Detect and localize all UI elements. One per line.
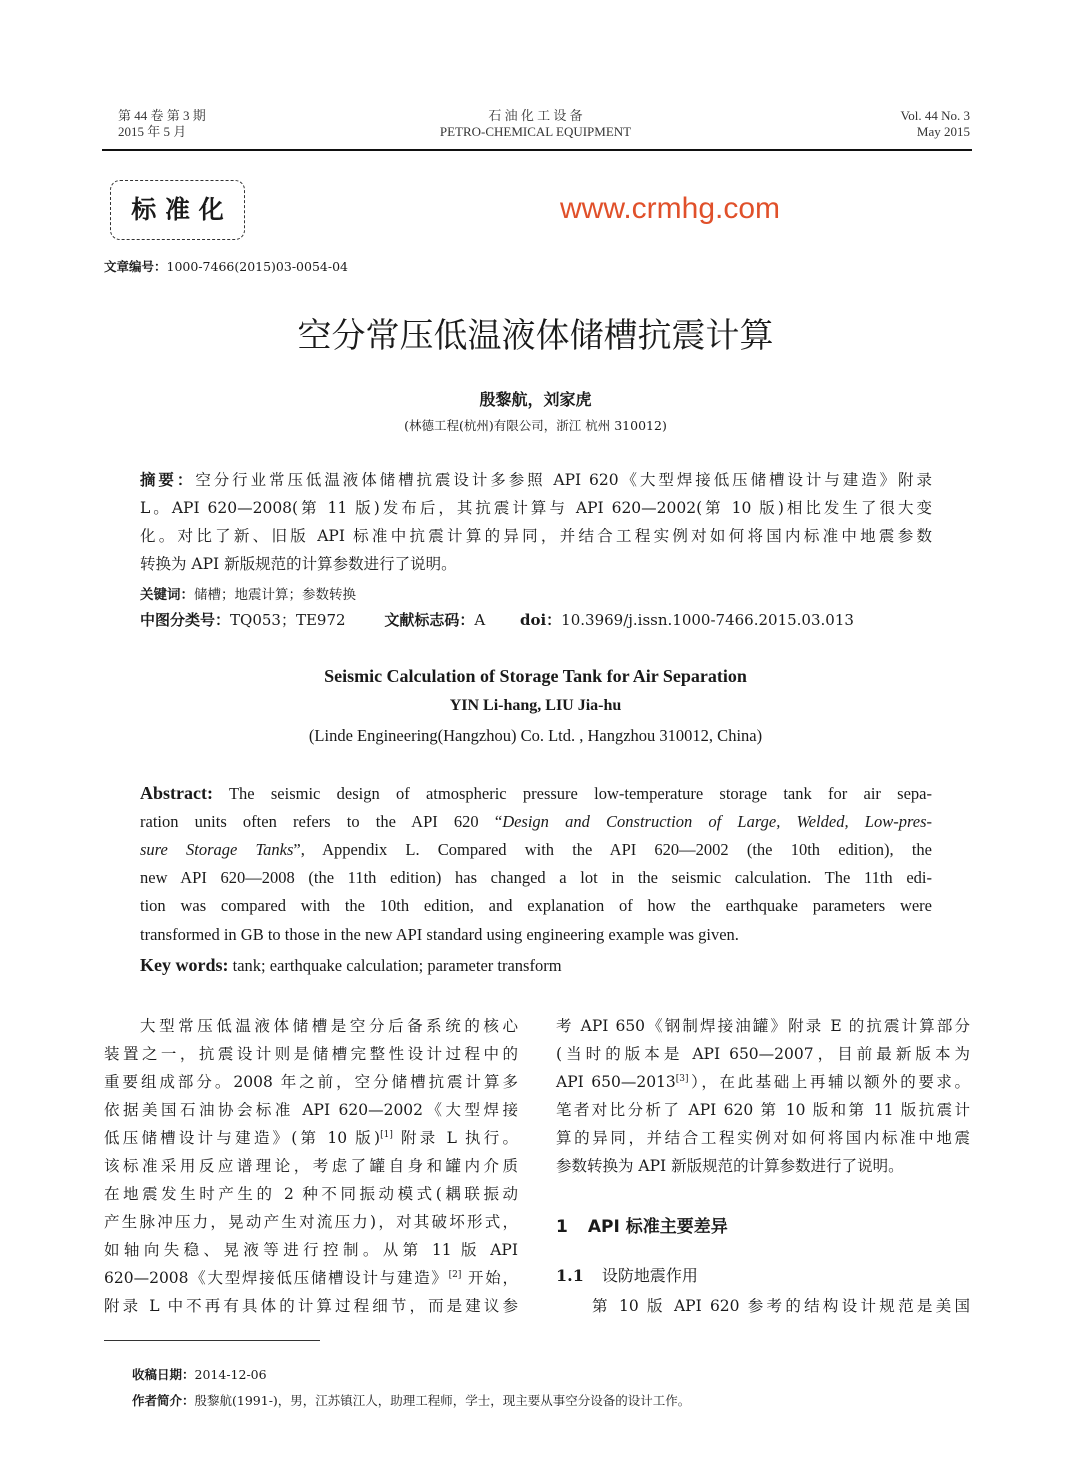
body-line: 附录 L 中不再有具体的计算过程细节，而是建议参	[104, 1297, 518, 1315]
doc-code-value: A	[474, 611, 486, 629]
abstract-line: 转换为 API 新版规范的计算参数进行了说明。	[140, 555, 457, 573]
citation[interactable]: [1]	[380, 1129, 393, 1140]
affiliation-en: (Linde Engineering(Hangzhou) Co. Ltd. , Hangzhou 310012, China)	[308, 726, 763, 745]
body-line: 第 10 版 API 620 参考的结构设计规范是美国	[592, 1297, 970, 1315]
body-line: 该标准采用反应谱理论，考虑了罐自身和罐内介质	[104, 1157, 518, 1175]
body-line: 笔者对比分析了 API 620 第 10 版和第 11 版抗震计	[556, 1101, 970, 1119]
body-line: 算的异同，并结合工程实例对如何将国内标准中地震	[556, 1129, 970, 1147]
abstract-line: 化。对比了新、旧版 API 标准中抗震计算的异同，并结合工程实例对如何将国内标准中地震参数	[140, 527, 932, 545]
article-number-value: 1000-7466(2015)03-0054-04	[166, 259, 348, 274]
received-label: 收稿日期：	[132, 1367, 195, 1382]
body-line: 产生脉冲压力，晃动产生对流压力)，对其破坏形式，	[104, 1213, 518, 1231]
abstract-line-italic: Design and Construction of Large, Welded, Low-pres-	[502, 812, 932, 831]
abstract-line: L。API 620—2008(第 11 版)发布后，其抗震计算与 API 620—2002(第 10 版)相比发生了很大变	[140, 499, 932, 517]
section-1-heading	[556, 1212, 728, 1237]
doc-code-label: 文献标志码：	[384, 611, 475, 629]
body-line	[104, 1266, 518, 1288]
body-line: 考 API 650《钢制焊接油罐》附录 E 的抗震计算部分	[556, 1017, 970, 1035]
body-line	[556, 1070, 970, 1092]
header-date-en: May 2015	[916, 124, 970, 139]
abstract-line: transformed in GB to those in the new API standard using engineering example was given.	[140, 925, 739, 944]
section-number: 1	[556, 1217, 568, 1237]
body-text: ），在此基础上再辅以额外的要求。	[688, 1073, 970, 1091]
keywords-label: 关键词：	[140, 587, 194, 603]
doi-value: 10.3969/j.issn.1000-7466.2015.03.013	[561, 611, 854, 629]
citation[interactable]: [2]	[448, 1269, 462, 1280]
body-line: 如轴向失稳、晃液等进行控制。从第 11 版 API	[104, 1241, 518, 1259]
keywords-en-value: tank; earthquake calculation; parameter transform	[232, 956, 562, 975]
classification-label: 中图分类号：	[140, 611, 231, 629]
title-en: Seismic Calculation of Storage Tank for Air Separation	[324, 666, 747, 686]
header-date: 2015 年 5 月	[118, 124, 187, 139]
footnote-rule	[104, 1340, 320, 1341]
classification-value: TQ053；TE972	[230, 611, 346, 629]
body-line: 参数转换为 API 新版规范的计算参数进行了说明。	[556, 1157, 904, 1175]
body-line	[104, 1126, 518, 1148]
keywords-en-label: Key words:	[140, 955, 229, 975]
body-line: 大型常压低温液体储槽是空分后备系统的核心	[140, 1017, 518, 1035]
abstract-en-label: Abstract:	[140, 783, 213, 803]
abstract-line: ”, Appendix L. Compared with the API 620—2002 (the 10th edition), the	[293, 840, 932, 859]
doi-label: doi：	[519, 611, 562, 629]
journal-name-cn: 石 油 化 工 设 备	[488, 108, 583, 123]
watermark: www.crmhg.com	[560, 192, 781, 225]
paper-title: 空分常压低温液体储槽抗震计算	[297, 316, 774, 356]
author-bio-label: 作者简介：	[132, 1393, 195, 1408]
section-number: 1.1	[556, 1266, 584, 1285]
body-text: API 650—2013	[556, 1073, 676, 1091]
abstract-line: 空分行业常压低温液体储槽抗震设计多参照 API 620《大型焊接低压储槽设计与建造》附录	[195, 471, 932, 489]
section-title: 设防地震作用	[601, 1266, 698, 1285]
abstract-line: new API 620—2008 (the 11th edition) has changed a lot in the seismic calculation. The 11th edi-	[140, 868, 932, 887]
keywords-value: 储槽；地震计算；参数转换	[194, 587, 356, 603]
keywords-en	[140, 955, 562, 976]
header-volume: 第 44 卷 第 3 期	[118, 108, 206, 123]
author-bio-value: 殷黎航(1991-)，男，江苏镇江人，助理工程师，学士，现主要从事空分设备的设计工作。	[194, 1393, 691, 1408]
body-line: 重要组成部分。2008 年之前，空分储槽抗震计算多	[104, 1073, 518, 1091]
body-line: 依据美国石油协会标准 API 620—2002《大型焊接	[104, 1101, 518, 1119]
section-badge: 标 准 化	[110, 180, 245, 240]
body-line: (当时的版本是 API 650—2007，目前最新版本为	[556, 1045, 970, 1063]
abstract-line-italic: sure Storage Tanks	[140, 840, 294, 859]
journal-name-en: PETRO-CHEMICAL EQUIPMENT	[439, 124, 632, 139]
article-number	[104, 257, 348, 275]
abstract-line: ration units often refers to the API 620 “	[140, 812, 503, 831]
header-vol-en: Vol. 44 No. 3	[900, 108, 970, 123]
keywords-cn	[140, 583, 356, 603]
affiliation: (林德工程(杭州)有限公司，浙江 杭州 310012)	[404, 418, 667, 433]
abstract-label: 摘要：	[140, 471, 196, 489]
body-text: 开始，	[461, 1269, 518, 1287]
body-text: 620—2008《大型焊接低压储槽设计与建造》	[104, 1269, 449, 1287]
authors-en: YIN Li-hang, LIU Jia-hu	[449, 697, 622, 714]
abstract-line: tion was compared with the 10th edition, and explanation of how the earthquake parameters were	[140, 896, 932, 915]
section-1-1-heading	[556, 1263, 698, 1286]
authors: 殷黎航，刘家虎	[479, 390, 592, 409]
body-text: 低压储槽设计与建造》(第 10 版)	[104, 1129, 381, 1147]
received-value: 2014-12-06	[194, 1367, 267, 1382]
section-title: API 标准主要差异	[587, 1217, 728, 1237]
received-date	[132, 1365, 267, 1383]
abstract-line: The seismic design of atmospheric pressure low-temperature storage tank for air sepa-	[228, 784, 932, 803]
body-line: 装置之一，抗震设计则是储槽完整性设计过程中的	[104, 1045, 518, 1063]
body-text: 附录 L 执行。	[392, 1129, 518, 1147]
classification-line	[140, 609, 854, 630]
author-bio	[132, 1391, 690, 1409]
article-number-label: 文章编号：	[104, 259, 167, 274]
header-rule	[102, 149, 972, 151]
citation[interactable]: [3]	[675, 1073, 689, 1084]
body-line: 在地震发生时产生的 2 种不同振动模式(耦联振动	[104, 1185, 518, 1203]
